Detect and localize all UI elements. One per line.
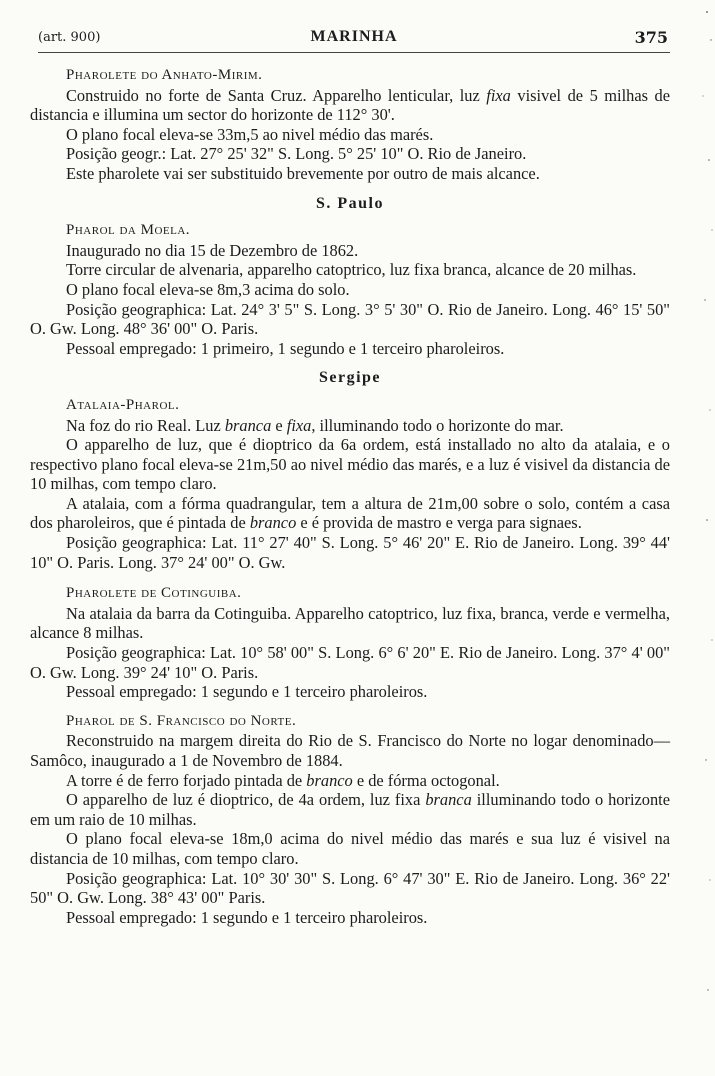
- paper-specks: [685, 0, 715, 1076]
- paragraph: O plano focal eleva-se 33m,5 ao nivel médio das marés.: [66, 124, 434, 144]
- paragraph: Pessoal empregado: 1 primeiro, 1 segundo e 1 terceiro pharoleiros.: [66, 338, 505, 358]
- paragraph: Na foz do rio Real. Luz branca e fixa, illuminando todo o horizonte do mar.: [66, 415, 564, 435]
- paragraph: Posição geographica: Lat. 10° 58' 00" S. Long. 6° 6' 20" E. Rio de Janeiro. Long. 37° 4' 00" O. Gw. Long. 39° 24' 10" O. Paris.: [30, 643, 670, 682]
- article-reference: (art. 900): [38, 30, 101, 45]
- running-title: MARINHA: [310, 28, 398, 45]
- paragraph: Inaugurado no dia 15 de Dezembro de 1862.: [66, 240, 359, 260]
- entry-title-anhato: Pharolete do Anhato-Mirim.: [66, 67, 263, 83]
- paragraph: A atalaia, com a fórma quadrangular, tem a altura de 21m,00 sobre o solo, contém a casa dos pharoleiros, que é pintada de branco e é provida de mastro e verga para signaes.: [30, 493, 670, 533]
- paragraph: Pessoal empregado: 1 segundo e 1 terceiro pharoleiros.: [66, 907, 428, 927]
- paragraph: Este pharolete vai ser substituido brevemente por outro de mais alcance.: [66, 163, 540, 183]
- paragraph: Construido no forte de Santa Cruz. Apparelho lenticular, luz fixa visivel de 5 milhas de distancia e illumina um sector do horizonte de 112° 30'.: [30, 85, 670, 125]
- paragraph: Posição geographica: Lat. 10° 30' 30" S. Long. 6° 47' 30" E. Rio de Janeiro. Long. 36° 22' 50" O. Gw. Long. 38° 43' 00" Paris.: [30, 868, 670, 908]
- paragraph: Posição geographica: Lat. 24° 3' 5" S. Long. 3° 5' 30" O. Rio de Janeiro. Long. 46° 15' 50" O. Gw. Long. 48° 36' 00" O. Paris.: [30, 299, 670, 339]
- entry-title-cotinguiba: Pharolete de Cotinguiba.: [66, 585, 242, 602]
- paragraph: O apparelho de luz é dioptrico, de 4a ordem, luz fixa branca illuminando todo o horizonte em um raio de 10 milhas.: [30, 790, 670, 829]
- paragraph: A torre é de ferro forjado pintada de branco e de fórma octogonal.: [66, 770, 500, 790]
- paragraph: Torre circular de alvenaria, apparelho catoptrico, luz fixa branca, alcance de 20 milhas.: [66, 260, 637, 280]
- section-heading-sao-paulo: S. Paulo: [315, 194, 384, 212]
- page-header: [38, 26, 670, 53]
- paragraph: Posição geogr.: Lat. 27° 25' 32" S. Long. 5° 25' 10" O. Rio de Janeiro.: [66, 144, 527, 164]
- paragraph: O plano focal eleva-se 8m,3 acima do solo.: [66, 279, 350, 299]
- paragraph: O plano focal eleva-se 18m,0 acima do nivel médio das marés e sua luz é visivel na distancia de 10 milhas, com tempo claro.: [30, 829, 670, 868]
- paragraph: O apparelho de luz, que é dioptrico da 6a ordem, está installado no alto da atalaia, e o respectivo plano focal eleva-se 21m,50 ao nivel médio das marés, e a luz é visivel da distancia de 10 milhas, com tempo claro.: [30, 435, 670, 494]
- entry-title-moela: Pharol da Moela.: [66, 222, 191, 239]
- entry-title-atalaia: Atalaia-Pharol.: [66, 396, 180, 413]
- page-number: 375: [634, 28, 668, 47]
- paragraph: Na atalaia da barra da Cotinguiba. Apparelho catoptrico, luz fixa, branca, verde e vermelha, alcance 8 milhas.: [30, 603, 670, 643]
- paragraph: Reconstruido na margem direita do Rio de S. Francisco do Norte no logar denominado—Samôco, inaugurado a 1 de Novembro de 1884.: [30, 731, 670, 770]
- paragraph: Pessoal empregado: 1 segundo e 1 terceiro pharoleiros.: [66, 682, 428, 702]
- page-body: [30, 66, 670, 927]
- entry-title-sao-francisco: Pharol de S. Francisco do Norte.: [66, 712, 297, 729]
- section-heading-sergipe: Sergipe: [318, 369, 382, 387]
- paragraph: Posição geographica: Lat. 11° 27' 40" S. Long. 5° 46' 20" E. Rio de Janeiro. Long. 39° 44' 10" O. Paris. Long. 37° 24' 00" O. Gw.: [30, 533, 670, 572]
